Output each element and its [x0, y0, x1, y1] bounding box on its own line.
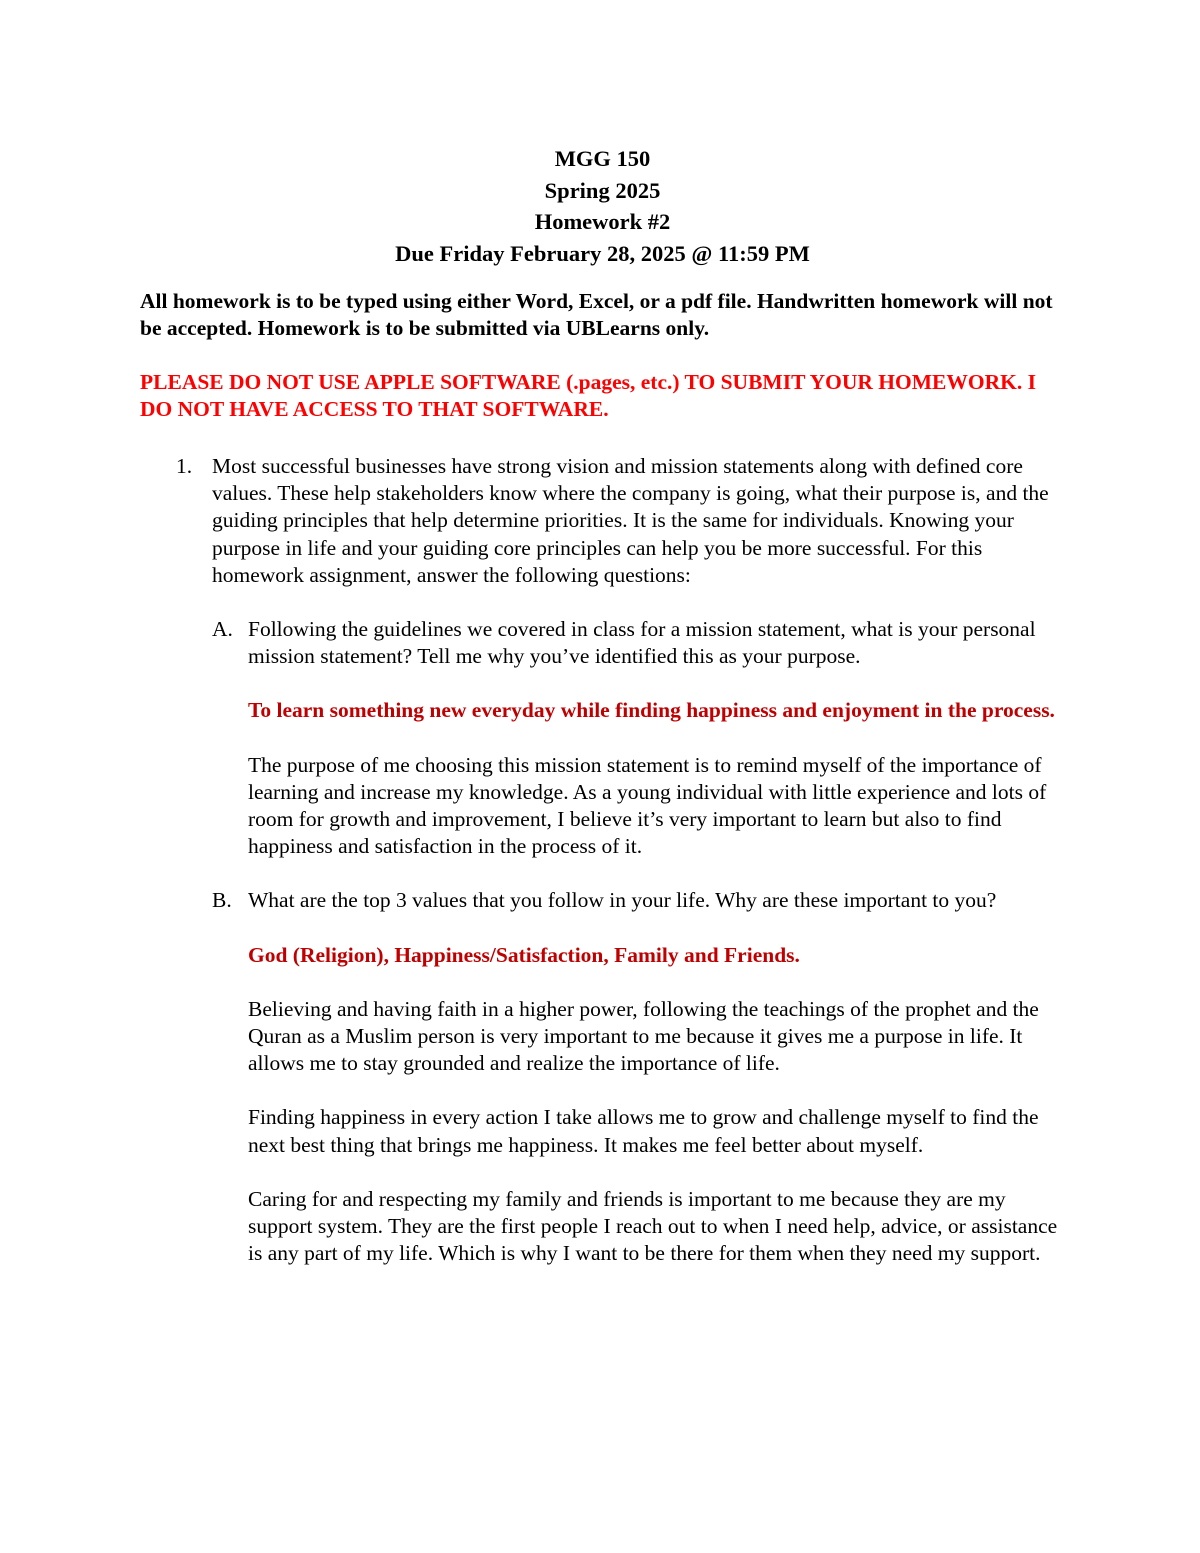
values-answer: God (Religion), Happiness/Satisfaction, Family and Friends.	[248, 942, 800, 967]
document-header	[140, 143, 1065, 269]
question-1-text: Most successful businesses have strong vision and mission statements along with defined core values. These help stakeholders know where the company is going, what their purpose is, and the guiding principles that help determine priorities. It is the same for individuals. Knowing your purpose in life and your guiding core principles can help you be more successful. For this homework assignment, answer the following questions:	[212, 454, 1049, 587]
question-1b-text: What are the top 3 values that you follow in your life. Why are these important to you?	[248, 888, 997, 913]
values-paragraph-religion: Believing and having faith in a higher power, following the teachings of the prophet and the Quran as a Muslim person is very important to me because it gives me a purpose in life. It allows me to stay grounded and realize the importance of life.	[248, 996, 1039, 1076]
question-1-number: 1.	[176, 454, 193, 478]
warning-text: PLEASE DO NOT USE APPLE SOFTWARE (.pages, etc.) TO SUBMIT YOUR HOMEWORK. I DO NOT HAVE ACCESS TO THAT SOFTWARE.	[140, 370, 1036, 421]
values-paragraph-happiness: Finding happiness in every action I take allows me to grow and challenge myself to find the next best thing that brings me happiness. It makes me feel better about myself.	[248, 1105, 1039, 1157]
course-title: MGG 150	[554, 146, 651, 171]
mission-statement-answer: To learn something new everyday while finding happiness and enjoyment in the process.	[248, 698, 1055, 723]
assignment-title: Homework #2	[534, 209, 671, 234]
question-1	[140, 453, 1065, 1267]
question-1a	[212, 616, 1065, 860]
mission-statement-explanation: The purpose of me choosing this mission statement is to remind myself of the importance of learning and increase my knowledge. As a young individual with little experience and lots of room for growth and improvement, I believe it’s very important to learn but also to find happiness and satisfaction in the process of it.	[248, 752, 1047, 859]
due-date: Due Friday February 28, 2025 @ 11:59 PM	[395, 240, 810, 266]
question-1a-text: Following the guidelines we covered in class for a mission statement, what is your personal mission statement? Tell me why you’ve identified this as your purpose.	[248, 617, 1036, 669]
question-1b	[212, 887, 1065, 1267]
question-1b-letter: B.	[212, 888, 232, 913]
instructions-text: All homework is to be typed using either Word, Excel, or a pdf file. Handwritten homework will not be accepted. Homework is to be submitted via UBLearns only.	[140, 289, 1053, 340]
term-title: Spring 2025	[544, 177, 661, 203]
document-page	[140, 143, 1065, 1267]
question-1a-letter: A.	[212, 617, 233, 642]
values-paragraph-family: Caring for and respecting my family and friends is important to me because they are my support system. They are the first people I reach out to when I need help, advice, or assistance is any part of my life. Which is why I want to be there for them when they need my support.	[248, 1186, 1058, 1266]
